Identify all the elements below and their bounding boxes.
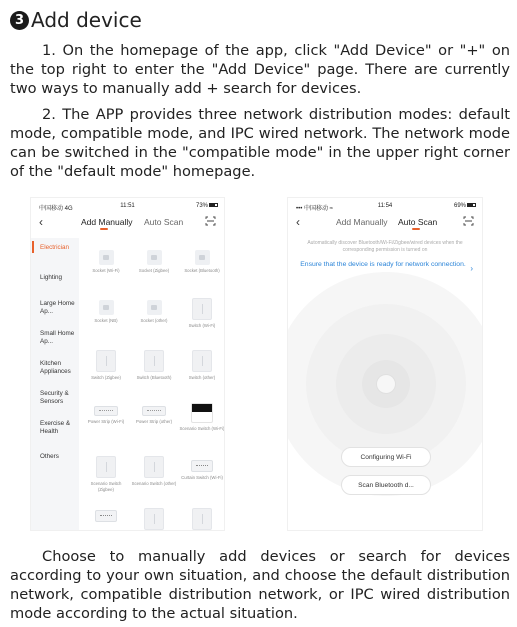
device-label: Switch (Bluetooth) xyxy=(136,375,172,380)
curtain-switch-icon xyxy=(191,460,213,472)
device-switch-zigbee[interactable] xyxy=(83,350,129,381)
instruction-paragraph-2 xyxy=(10,105,510,181)
instruction-text-1: 1. On the homepage of the app, click "Add Device" or "+" on the top right to enter the "Add Device" page. There are currently two ways to manually add + search for devices. xyxy=(10,42,510,97)
instruction-paragraph-1 xyxy=(10,41,510,98)
tab-auto-scan[interactable]: Auto Scan xyxy=(144,217,184,227)
device-label: Socket (Wi-Fi) xyxy=(92,268,120,273)
device-scenario-switch-wifi[interactable] xyxy=(179,403,225,432)
socket-icon xyxy=(147,250,162,265)
switch-icon xyxy=(144,456,164,478)
chevron-right-icon[interactable]: › xyxy=(470,264,473,273)
tab-add-manually[interactable]: Add Manually xyxy=(336,217,388,227)
top-navbar xyxy=(31,214,224,230)
instruction-paragraph-3 xyxy=(10,547,510,623)
device-label: Socket (NB) xyxy=(94,318,118,323)
category-exercise-health[interactable]: Exercise & Health xyxy=(40,420,71,435)
ready-link[interactable]: Ensure that the device is ready for network connection. xyxy=(300,261,466,268)
switch-icon xyxy=(144,508,164,530)
switch-icon xyxy=(96,350,116,372)
configure-wifi-button[interactable]: Configuring Wi-Fi xyxy=(341,447,431,467)
power-strip-icon xyxy=(142,406,166,416)
socket-icon xyxy=(195,250,210,265)
category-large-home-appliances[interactable]: Large Home Ap... xyxy=(40,300,75,315)
device-label: Socket (other) xyxy=(140,318,168,323)
carrier-name: 中国移动 xyxy=(303,206,328,212)
battery-indicator xyxy=(454,203,476,209)
device-switch-other[interactable] xyxy=(179,350,225,381)
device-label: Switch (other) xyxy=(188,375,216,380)
device-switch-bluetooth[interactable] xyxy=(131,350,177,381)
tab-auto-scan[interactable]: Auto Scan xyxy=(398,217,438,227)
battery-percent: 69% xyxy=(453,203,466,209)
section-heading xyxy=(10,8,142,32)
device-power-strip-wifi[interactable] xyxy=(83,406,129,425)
power-strip-icon xyxy=(94,406,118,416)
device-label: Power Strip (other) xyxy=(135,419,173,424)
category-others[interactable]: Others xyxy=(40,453,59,460)
carrier-label: 中国移动 4G xyxy=(39,206,73,212)
switch-icon xyxy=(192,508,212,530)
active-tab-indicator xyxy=(100,228,108,230)
curtain-switch-icon xyxy=(95,510,117,522)
battery-indicator xyxy=(196,203,218,209)
status-bar xyxy=(31,198,224,214)
scan-bluetooth-button[interactable]: Scan Bluetooth d... xyxy=(341,475,431,495)
device-label: Socket (Bluetooth) xyxy=(184,268,220,273)
socket-icon xyxy=(99,250,114,265)
device-label: Power Strip (Wi-Fi) xyxy=(87,419,125,424)
device-socket-bluetooth[interactable] xyxy=(179,250,225,274)
category-security-sensors[interactable]: Security & Sensors xyxy=(40,390,69,405)
socket-icon xyxy=(99,300,114,315)
carrier-label: ••• 中国移动 ≈ xyxy=(296,206,333,212)
status-bar xyxy=(288,198,482,214)
device-label: Curtain Switch (Wi-Fi) xyxy=(181,475,223,480)
wifi-icon: ≈ xyxy=(329,206,333,212)
category-lighting[interactable]: Lighting xyxy=(40,274,63,281)
category-sidebar xyxy=(31,238,79,530)
device-curtain-switch-wifi[interactable] xyxy=(179,460,225,481)
active-tab-indicator xyxy=(412,228,420,230)
device-socket-zigbee[interactable] xyxy=(131,250,177,274)
socket-icon xyxy=(147,300,162,315)
back-icon[interactable]: ‹ xyxy=(296,215,300,229)
device-more-2[interactable] xyxy=(131,508,177,530)
screenshot-auto-scan xyxy=(287,197,483,531)
battery-icon xyxy=(209,203,218,207)
switch-icon xyxy=(192,350,212,372)
device-socket-nb[interactable] xyxy=(83,300,129,324)
device-switch-wifi[interactable] xyxy=(179,298,225,329)
device-label: Switch (Zigbee) xyxy=(91,375,121,380)
switch-icon xyxy=(96,456,116,478)
battery-percent: 73% xyxy=(195,203,208,209)
device-scenario-switch-zigbee[interactable] xyxy=(83,456,129,492)
instruction-text-3: Choose to manually add devices or search for devices according to your own situation, and choose the default distribution network, compatible distribution network, or IPC wired distribution mode according to the actual situation. xyxy=(10,548,510,622)
device-label: Scenario Switch (Wi-Fi) xyxy=(179,426,225,431)
device-more-3[interactable] xyxy=(179,508,225,530)
scan-icon[interactable] xyxy=(463,216,474,226)
time-label: 11:54 xyxy=(377,203,393,209)
device-more-1[interactable] xyxy=(83,510,129,522)
battery-icon xyxy=(467,203,476,207)
auto-discover-hint: Automatically discover Bluetooth/Wi-Fi/Zigbee/wired devices when the corresponding permission is turned on xyxy=(307,240,463,253)
scan-icon[interactable] xyxy=(205,216,216,226)
switch-icon xyxy=(192,298,212,320)
switch-icon xyxy=(144,350,164,372)
category-electrician[interactable]: Electrician xyxy=(40,244,70,251)
step-number-badge: 3 xyxy=(10,11,29,30)
screenshot-add-manually xyxy=(30,197,225,531)
device-scenario-switch-other[interactable] xyxy=(131,456,177,487)
device-label: Scenario Switch (other) xyxy=(131,481,177,486)
section-title: Add device xyxy=(31,8,142,32)
device-power-strip-other[interactable] xyxy=(131,406,177,425)
time-label: 11:51 xyxy=(120,203,135,209)
top-navbar xyxy=(288,214,482,230)
tab-add-manually[interactable]: Add Manually xyxy=(81,217,133,227)
scenario-switch-icon xyxy=(191,403,213,423)
device-socket-other[interactable] xyxy=(131,300,177,324)
device-label: Socket (Zigbee) xyxy=(138,268,170,273)
device-socket-wifi[interactable] xyxy=(83,250,129,274)
back-icon[interactable]: ‹ xyxy=(39,215,43,229)
category-small-home-appliances[interactable]: Small Home Ap... xyxy=(40,330,75,345)
device-label: Scenario Switch (Zigbee) xyxy=(90,481,122,492)
device-label: Switch (Wi-Fi) xyxy=(188,323,216,328)
category-kitchen-appliances[interactable]: Kitchen Appliances xyxy=(40,360,71,375)
instruction-text-2: 2. The APP provides three network distribution modes: default mode, compatible mode, and IPC wired network. The network mode can be switched in the "compatible mode" in the upper right corner of the "default mode" homepage. xyxy=(10,106,510,180)
